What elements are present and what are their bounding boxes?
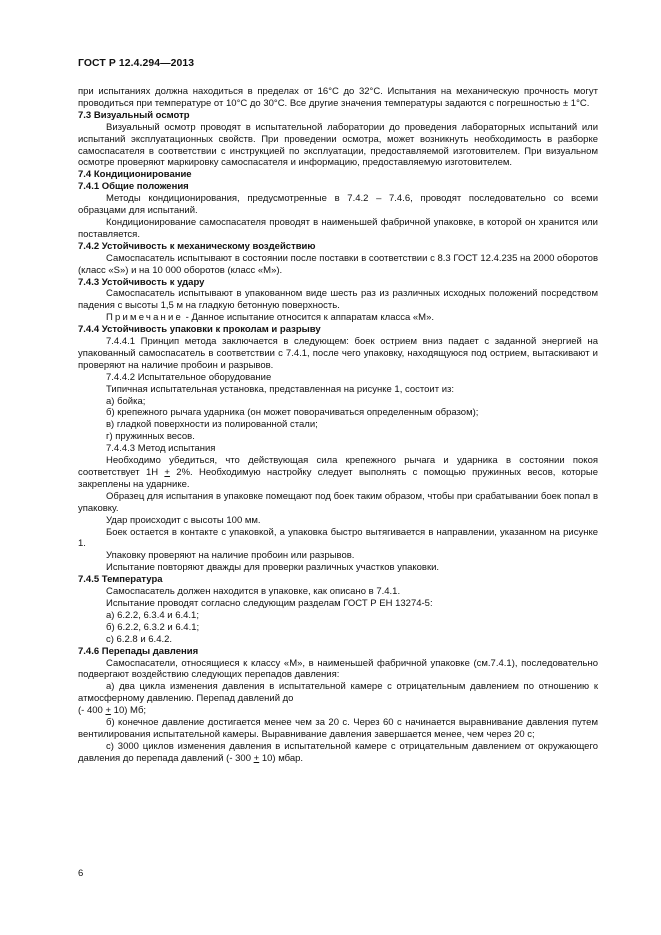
- section-heading: 7.4.4 Устойчивость упаковки к проколам и разрыву: [78, 324, 321, 336]
- paragraph: Самоспасатели, относящиеся к классу «М», в наименьшей фабричной упаковке (см.7.4.1), последовательно подвергают воздействию следующих перепадов давления:: [78, 657, 598, 681]
- paragraph: а) два цикла изменения давления в испытательной камере с отрицательным давлением по отношению к атмосферному давлению. Перепад давлений до: [78, 681, 598, 705]
- plus-minus-sign: +: [164, 467, 170, 478]
- note: [78, 312, 598, 324]
- paragraph: Образец для испытания в упаковке помещают под боек таким образом, чтобы при срабатывании боек попал в упаковку.: [78, 490, 598, 514]
- section-heading: 7.4.5 Температура: [78, 574, 163, 586]
- paragraph: Визуальный осмотр проводят в испытательной лаборатории до проведения лабораторных испытаний или испытаний эксплуатационных свойств. При проведении осмотра, может возникнуть необходимость в разборке самоспасателя в соответствии с инструкцией по эксплуатации, предоставляемой изготовителем. При визуальном осмотре проверяют маркировку самоспасателя и информацию, предоставляемую изготовителем.: [78, 121, 598, 169]
- page-number: 6: [78, 868, 84, 879]
- paragraph: (- 400 + 10) Мб;: [78, 705, 147, 717]
- paragraph: Самоспасатель испытывают в упакованном виде шесть раз из различных исходных положений посредством падения с высоты 1,5 м на гладкую бетонную поверхность.: [78, 288, 598, 312]
- paragraph: Боек остается в контакте с упаковкой, а упаковка быстро вытягивается в направлении, указанном на рисунке 1.: [78, 526, 598, 550]
- document-header: ГОСТ Р 12.4.294—2013: [78, 58, 195, 69]
- note-label: Примечание: [106, 312, 183, 324]
- paragraph: Упаковку проверяют на наличие пробоин или разрывов.: [106, 550, 355, 562]
- section-heading: 7.4.6 Перепады давления: [78, 645, 199, 657]
- paragraph: Типичная испытательная установка, представленная на рисунке 1, состоит из:: [106, 383, 455, 395]
- paragraph: 7.4.4.1 Принцип метода заключается в следующем: боек острием вниз падает с заданной энергией на упакованный самоспасатель в соответствии с 7.4.1, после чего упаковку, находящуюся под острием, вытаскивают и проверяют на наличие пробоин и разрывов.: [78, 336, 598, 371]
- paragraph: Испытание повторяют дважды для проверки различных участков упаковки.: [106, 562, 440, 574]
- paragraph: при испытаниях должна находиться в пределах от 16°С до 32°С. Испытания на механическую прочность могут проводиться при температуре от 10°С до 30°С. Все другие значения температуры задаются с погрешностью ± 1°С.: [78, 86, 598, 109]
- paragraph: Самоспасатель испытывают в состоянии после поставки в соответствии с 8.3 ГОСТ 12.4.235 на 2000 оборотов (класс «S») и на 10 000 оборотов (класс «М»).: [78, 252, 598, 276]
- note-text: - Данное испытание относится к аппаратам класса «М».: [183, 312, 435, 324]
- paragraph: Методы кондиционирования, предусмотренные в 7.4.2 – 7.4.6, проводят последовательно со всеми образцами для испытаний.: [78, 193, 598, 217]
- paragraph: Испытание проводят согласно следующим разделам ГОСТ Р ЕН 13274-5:: [106, 597, 433, 609]
- document-body: [78, 86, 598, 765]
- list-item: а) 6.2.2, 6.3.4 и 6.4.1;: [106, 609, 199, 621]
- paragraph: б) конечное давление достигается менее чем за 20 с. Через 60 с начинается выравнивание давления путем вентилирования испытательной камеры. Выравнивание давления завершается менее, чем через 20 с;: [78, 717, 598, 740]
- paragraph: 7.4.4.2 Испытательное оборудование: [106, 371, 272, 383]
- section-heading: 7.3 Визуальный осмотр: [78, 109, 190, 121]
- paragraph: Необходимо убедиться, что действующая сила крепежного рычага и ударника в состоянии покоя соответствует 1Н + 2%. Необходимую настройку следует выполнять с помощью пружинных весов, которые закреплены на ударнике.: [78, 455, 598, 490]
- list-item: в) гладкой поверхности из полированной стали;: [106, 419, 318, 431]
- list-item: а) бойка;: [106, 395, 146, 407]
- paragraph: Удар происходит с высоты 100 мм.: [106, 514, 261, 526]
- list-item: с) 6.2.8 и 6.4.2.: [106, 633, 173, 645]
- plus-minus-sign: +: [253, 752, 260, 764]
- section-heading: 7.4.1 Общие положения: [78, 181, 189, 193]
- paragraph: Самоспасатель должен находится в упаковке, как описано в 7.4.1.: [106, 586, 401, 598]
- paragraph: 7.4.4.3 Метод испытания: [106, 443, 216, 455]
- list-item: б) крепежного рычага ударника (он может поворачиваться определенным образом);: [106, 407, 479, 419]
- list-item: б) 6.2.2, 6.3.2 и 6.4.1;: [106, 621, 200, 633]
- paragraph: с) 3000 циклов изменения давления в испытательной камере с отрицательным давлением от окружающего давления до перепада давлений (- 300 + 10) мбар.: [78, 740, 598, 764]
- section-heading: 7.4.3 Устойчивость к удару: [78, 276, 205, 288]
- paragraph: Кондиционирование самоспасателя проводят в наименьшей фабричной упаковке, в которой он хранится или поставляется.: [78, 216, 598, 240]
- list-item: г) пружинных весов.: [106, 431, 195, 443]
- section-heading: 7.4.2 Устойчивость к механическому воздействию: [78, 240, 316, 252]
- section-heading: 7.4 Кондиционирование: [78, 169, 192, 181]
- plus-minus-sign: +: [105, 705, 112, 717]
